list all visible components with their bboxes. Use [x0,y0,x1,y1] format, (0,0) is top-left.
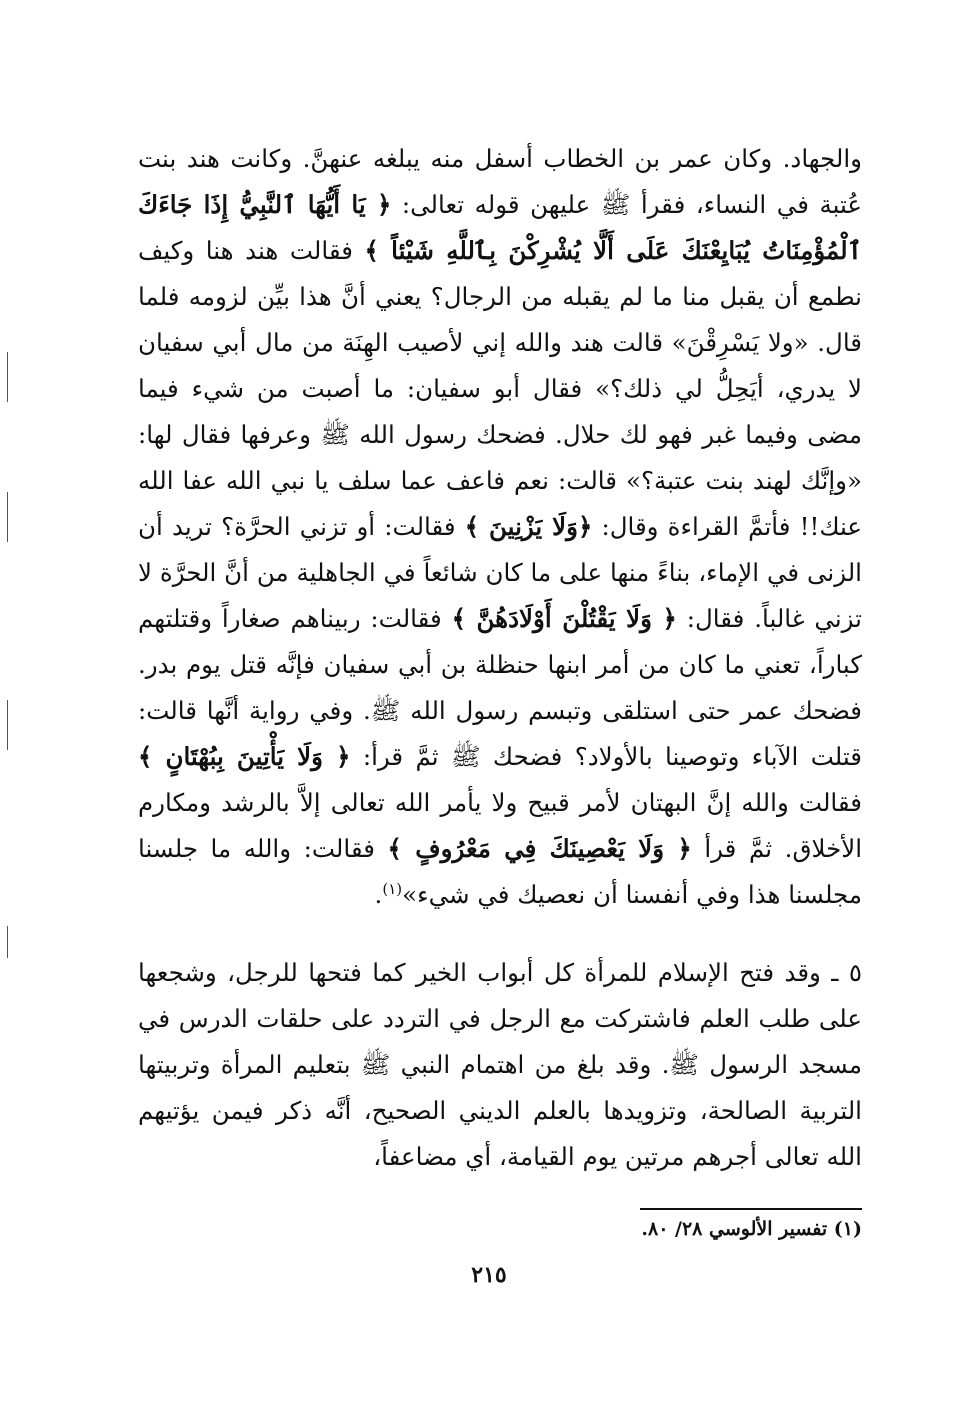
quran-verse: ﴿وَلَا يَزْنِينَ ﴾ [464,512,593,541]
footnote-separator [640,1208,862,1210]
text-segment: فقالت: والله ما جلسنا مجلسنا هذا وفي أنفسنا أن نعصيك في شيء» [138,834,862,909]
body-paragraph-2 [138,950,862,1180]
sentence-end: . [374,880,383,909]
margin-mark [7,700,8,750]
text-segment: فقالت: ربيناهم صغاراً وقتلتهم كباراً، تعني ما كان من أمر ابنها حنظلة بن أبي سفيان فإنَّه قتل يوم بدر. فضحك عمر حتى استلقى وتبسم رسول الله ﷺ. وفي رواية أنَّها قالت: قتلت الآباء وتوصينا بالأولاد؟ فضحك ﷺ ثمَّ قرأ: [138,604,862,771]
paragraph-text: ٥ ـ وقد فتح الإسلام للمرأة كل أبواب الخير كما فتحها للرجل، وشجعها على طلب العلم فاشتركت مع الرجل في التردد على حلقات الدرس في مسجد الرسول ﷺ. وقد بلغ من اهتمام النبي ﷺ بتعليم المرأة وتربيتها التربية الصالحة، وتزويدها بالعلم الديني الصحيح، أنَّه ذكر فيمن يؤتيهم الله تعالى أجرهم مرتين يوم القيامة، أي مضاعفاً، [138,958,862,1171]
quran-verse: ﴿ يَا أَيُّهَا ٱلنَّبِيُّ إِذَا جَاءَكَ ٱلْمُؤْمِنَاتُ يُبَايِعْنَكَ عَلَى أَلَّا يُشْرِكْنَ بِٱللَّهِ شَيْئاً ﴾ [138,190,862,265]
text-segment: فقالت والله إنَّ البهتان لأمر قبيح ولا يأمر الله تعالى إلاَّ بالرشد ومكارم الأخلاق. ثمَّ قرأ [138,788,862,863]
quran-verse: ﴿ وَلَا يَعْصِينَكَ فِي مَعْرُوفٍ ﴾ [387,834,692,863]
text-segment: والجهاد. وكان عمر بن الخطاب أسفل منه يبلغه عنهنَّ. وكانت هند بنت عُتبة في النساء، فقرأ ﷺ عليهن قوله تعالى: [138,144,862,219]
footnote: (١) تفسير الألوسي ٢٨/ ٨٠. [641,1218,862,1240]
quran-verse: ﴿ وَلَا يَقْتُلْنَ أَوْلَادَهُنَّ ﴾ [451,604,677,633]
margin-mark [7,926,8,958]
body-paragraph-1 [138,136,862,918]
footnote-reference[interactable]: (١) [382,879,403,898]
margin-mark [7,352,8,402]
text-segment: فقالت: أو تزني الحرَّة؟ تريد أن الزنى في الإماء، بناءً منها على ما كان شائعاً في الجاهلية من أنَّ الحرَّة لا تزني غالباً. فقال: [138,512,862,633]
page-number: ٢١٥ [471,1262,507,1288]
quran-verse: ﴿ وَلَا يَأْتِينَ بِبُهْتَانٍ ﴾ [138,742,351,771]
text-segment: فقالت هند هنا وكيف نطمع أن يقبل منا ما لم يقبله من الرجال؟ يعني أنَّ هذا بيِّن لزومه فلما قال. «ولا يَسْرِقْنَ» قالت هند والله إني لأصيب الهِنَة من مال أبي سفيان لا يدري، أيَحِلُّ لي ذلك؟» فقال أبو سفيان: ما أصبت من شيء فيما مضى وفيما غبر فهو لك حلال. فضحك رسول الله ﷺ وعرفها فقال لها: «وإنَّك لهند بنت عتبة؟» قالت: نعم فاعف عما سلف يا نبي الله عفا الله عنك!! فأتمَّ القراءة وقال: [138,236,862,541]
margin-mark [7,492,8,542]
